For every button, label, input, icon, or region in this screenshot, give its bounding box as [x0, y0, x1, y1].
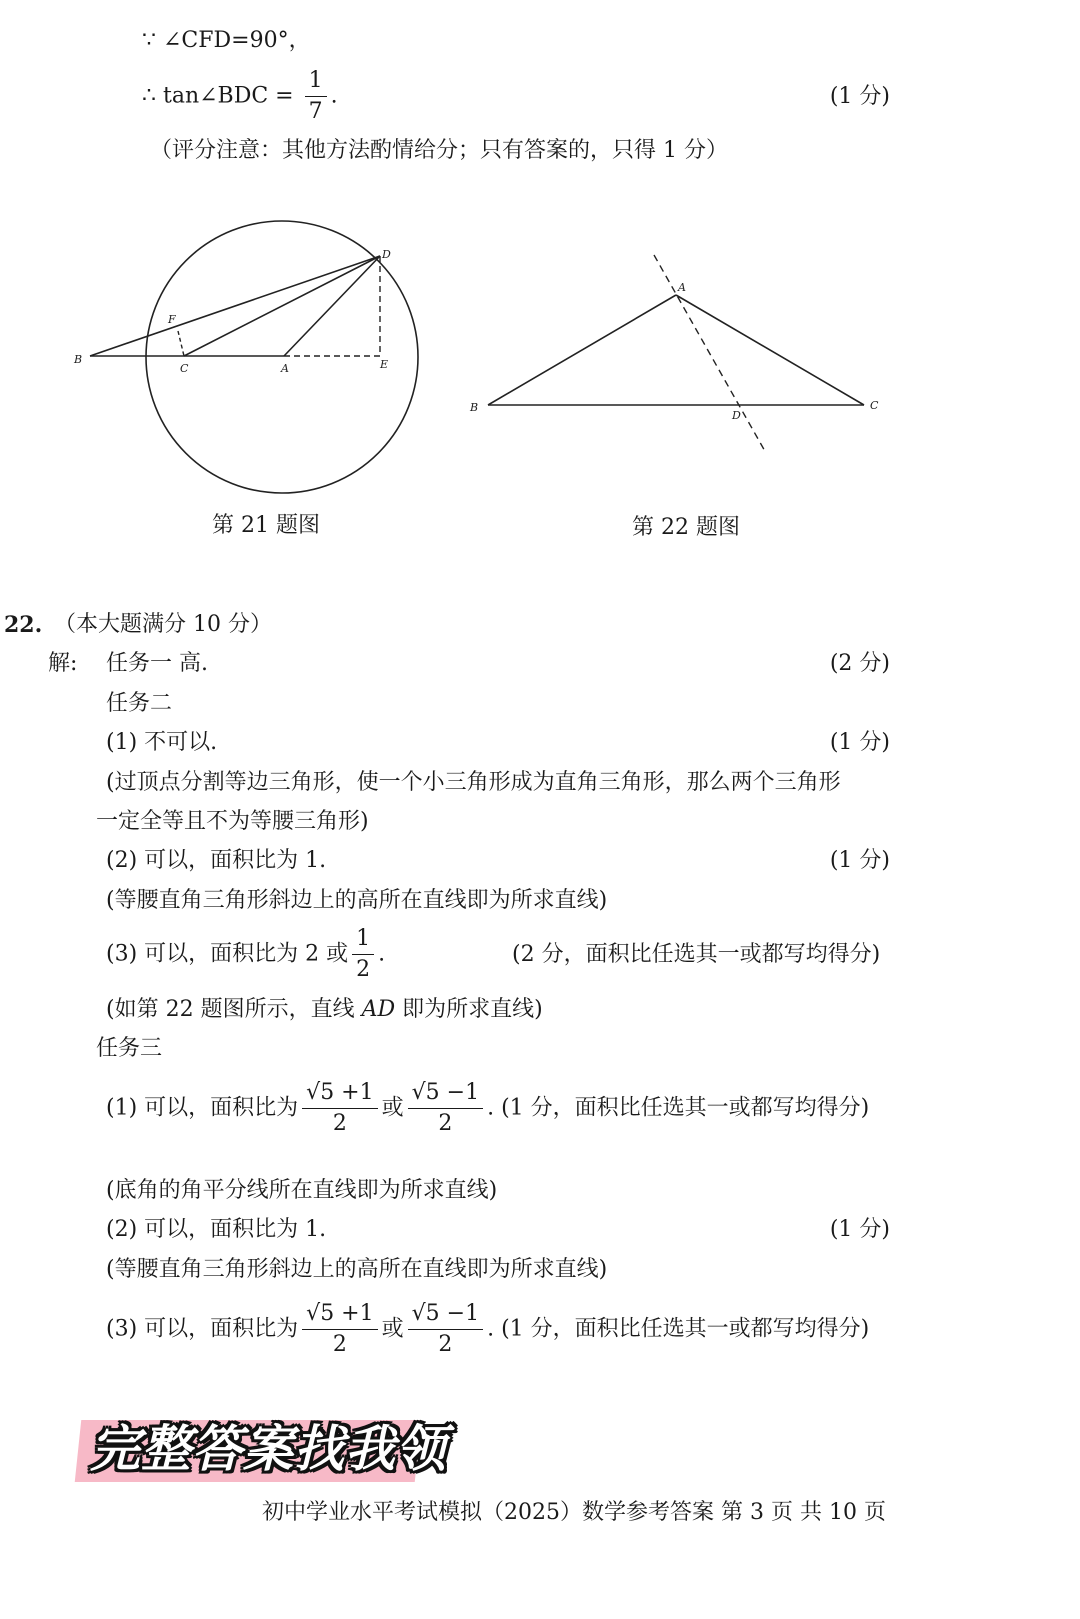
fraction-1-7: $\frac{1}{7}$ [305, 66, 327, 127]
q21-grading-note: （评分注意：其他方法酌情给分；只有答案的，只得 1 分） [150, 138, 728, 163]
fig22-label-d: D [732, 409, 741, 422]
task1-score: (2 分) [829, 651, 890, 676]
q21-score: (1 分) [829, 84, 890, 109]
q22-solution-label: 解: [48, 651, 78, 676]
q22-number: 22. [4, 612, 43, 638]
task3-part3: (3) 可以，面积比为 $\frac{√5 +1}{2}$ 或 $\frac{√5 -1}{2}$ . (1 分，面积比任选其一或都写均得分) [106, 1299, 869, 1360]
task3-part1: (1) 可以，面积比为 $\frac{√5 +1}{2}$ 或 $\frac{√5 -1}{2}$ . (1 分，面积比任选其一或都写均得分) [106, 1078, 869, 1139]
fig21-label-d: D [382, 248, 391, 261]
fig21-label-b: B [74, 353, 83, 366]
fig21-label-c: C [180, 362, 189, 375]
figure-21-caption: 第 21 题图 [212, 513, 320, 538]
q22-header: （本大题满分 10 分） [54, 612, 272, 637]
fig21-label-f: F [168, 313, 176, 326]
fraction-1-2: $\frac{1}{2}$ [352, 924, 374, 985]
fig22-label-c: C [870, 399, 879, 412]
q21-given-line: ∵ ∠CFD=90°， [142, 28, 311, 53]
task2-part2-note: (等腰直角三角形斜边上的高所在直线即为所求直线) [106, 888, 608, 913]
task3-part2-score: (1 分) [829, 1217, 890, 1242]
task2-part1-note-b: 一定全等且不为等腰三角形) [96, 809, 369, 834]
figure-21-diagram [60, 210, 440, 500]
promo-banner-text: 完整答案找我领 [90, 1420, 447, 1478]
task3-title: 任务三 [96, 1036, 163, 1061]
task2-part1-note-a: (过顶点分割等边三角形，使一个小三角形成为直角三角形，那么两个三角形 [106, 770, 841, 795]
figure-22-caption: 第 22 题图 [632, 515, 740, 540]
task2-part2-score: (1 分) [829, 848, 890, 873]
fraction-sqrt5-minus1-over2: $\frac{√5 -1}{2}$ [408, 1078, 483, 1139]
fraction-sqrt5-plus1-over2-b: $\frac{√5 +1}{2}$ [302, 1299, 377, 1360]
fig21-label-a: A [281, 362, 289, 375]
task2-part2: (2) 可以，面积比为 1. [106, 848, 327, 873]
fraction-sqrt5-minus1-over2-b: $\frac{√5 -1}{2}$ [408, 1299, 483, 1360]
fig22-label-a: A [678, 281, 686, 294]
task3-part1-note: (底角的角平分线所在直线即为所求直线) [106, 1178, 498, 1203]
fraction-sqrt5-plus1-over2: $\frac{√5 +1}{2}$ [302, 1078, 377, 1139]
page-footer: 初中学业水平考试模拟（2025）数学参考答案 第 3 页 共 10 页 [262, 1500, 886, 1525]
task1-answer: 任务一 高. [106, 651, 208, 676]
task2-part3-score: (2 分，面积比任选其一或都写均得分) [512, 942, 881, 967]
task3-part2: (2) 可以，面积比为 1. [106, 1217, 327, 1242]
task2-part1: (1) 不可以. [106, 730, 218, 755]
fig22-label-b: B [470, 401, 479, 414]
figure-22-diagram [460, 245, 900, 465]
q21-tan-line: ∴ tan∠BDC = $\frac{1}{7}$ . [142, 66, 338, 127]
task2-part3: (3) 可以，面积比为 2 或 $\frac{1}{2}$ . [106, 924, 385, 985]
task2-title: 任务二 [106, 691, 173, 716]
task2-part1-score: (1 分) [829, 730, 890, 755]
task2-part3-note: (如第 22 题图所示，直线 AD 即为所求直线) [106, 997, 543, 1022]
fig21-label-e: E [380, 358, 389, 371]
task3-part2-note: (等腰直角三角形斜边上的高所在直线即为所求直线) [106, 1257, 608, 1282]
